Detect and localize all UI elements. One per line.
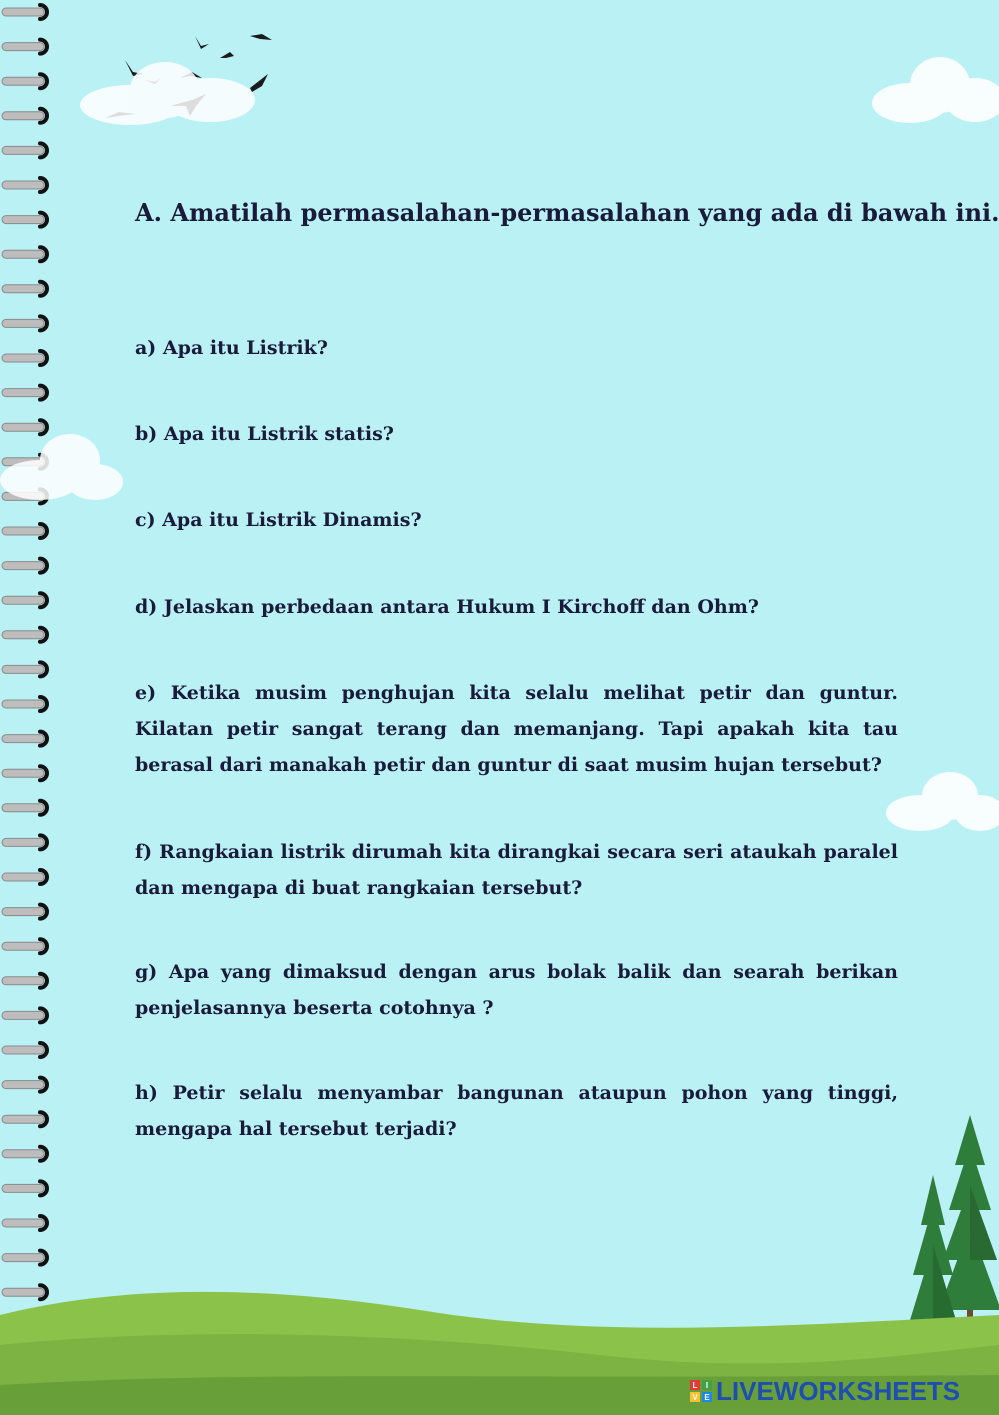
cloud-decoration (70, 60, 270, 130)
logo-badge-icon (690, 1380, 712, 1402)
spiral-ring (2, 1181, 47, 1195)
spiral-ring (2, 282, 47, 296)
spiral-ring (2, 109, 47, 123)
spiral-binding (0, 0, 70, 1415)
spiral-ring (2, 801, 47, 815)
spiral-ring (2, 974, 47, 988)
spiral-ring (2, 662, 47, 676)
spiral-ring (2, 40, 47, 54)
spiral-ring (2, 1216, 47, 1230)
spiral-ring (2, 766, 47, 780)
question-e: e) Ketika musim penghujan kita selalu melihat petir dan guntur. Kilatan petir sangat terang dan memanjang. Tapi apakah kita tau berasal dari manakah petir dan guntur di saat musim hujan tersebut? (135, 682, 898, 776)
spiral-ring (2, 5, 47, 19)
question-d: d) Jelaskan perbedaan antara Hukum I Kirchoff dan Ohm? (135, 596, 759, 618)
spiral-ring (2, 74, 47, 88)
cloud-decoration (885, 768, 999, 838)
logo-text: LIVEWORKSHEETS (716, 1375, 961, 1406)
badge-letter: E (704, 1393, 710, 1402)
spiral-ring (2, 316, 47, 330)
spiral-ring (2, 593, 47, 607)
spiral-ring (2, 905, 47, 919)
spiral-ring (2, 559, 47, 573)
spiral-ring (2, 939, 47, 953)
badge-letter: V (692, 1393, 698, 1402)
spiral-ring (2, 143, 47, 157)
badge-letter: I (705, 1381, 709, 1390)
spiral-ring (2, 628, 47, 642)
badge-letter: L (692, 1381, 698, 1390)
spiral-ring (2, 1078, 47, 1092)
spiral-ring (2, 351, 47, 365)
question-f: f) Rangkaian listrik dirumah kita dirangkai secara seri ataukah paralel dan mengapa di buat rangkaian tersebut? (135, 841, 898, 899)
spiral-ring (2, 835, 47, 849)
spiral-ring (2, 1008, 47, 1022)
spiral-ring (2, 1147, 47, 1161)
spiral-ring (2, 213, 47, 227)
spiral-ring (2, 870, 47, 884)
question-g: g) Apa yang dimaksud dengan arus bolak balik dan searah berikan penjelasannya beserta cotohnya ? (135, 961, 898, 1019)
liveworksheets-logo[interactable] (690, 1376, 960, 1406)
cloud-decoration (870, 55, 999, 130)
spiral-ring (2, 247, 47, 261)
question-c: c) Apa itu Listrik Dinamis? (135, 509, 422, 531)
question-b: b) Apa itu Listrik statis? (135, 423, 394, 445)
spiral-ring (2, 732, 47, 746)
section-heading: A. Amatilah permasalahan-permasalahan yang ada di bawah ini. (135, 198, 999, 227)
spiral-ring (2, 1112, 47, 1126)
question-h: h) Petir selalu menyambar bangunan ataupun pohon yang tinggi, mengapa hal tersebut terjadi? (135, 1082, 898, 1140)
cloud-decoration (0, 432, 125, 507)
spiral-ring (2, 524, 47, 538)
spiral-ring (2, 1251, 47, 1265)
spiral-ring (2, 386, 47, 400)
spiral-ring (2, 178, 47, 192)
spiral-ring (2, 697, 47, 711)
question-a: a) Apa itu Listrik? (135, 337, 328, 359)
spiral-ring (2, 1043, 47, 1057)
